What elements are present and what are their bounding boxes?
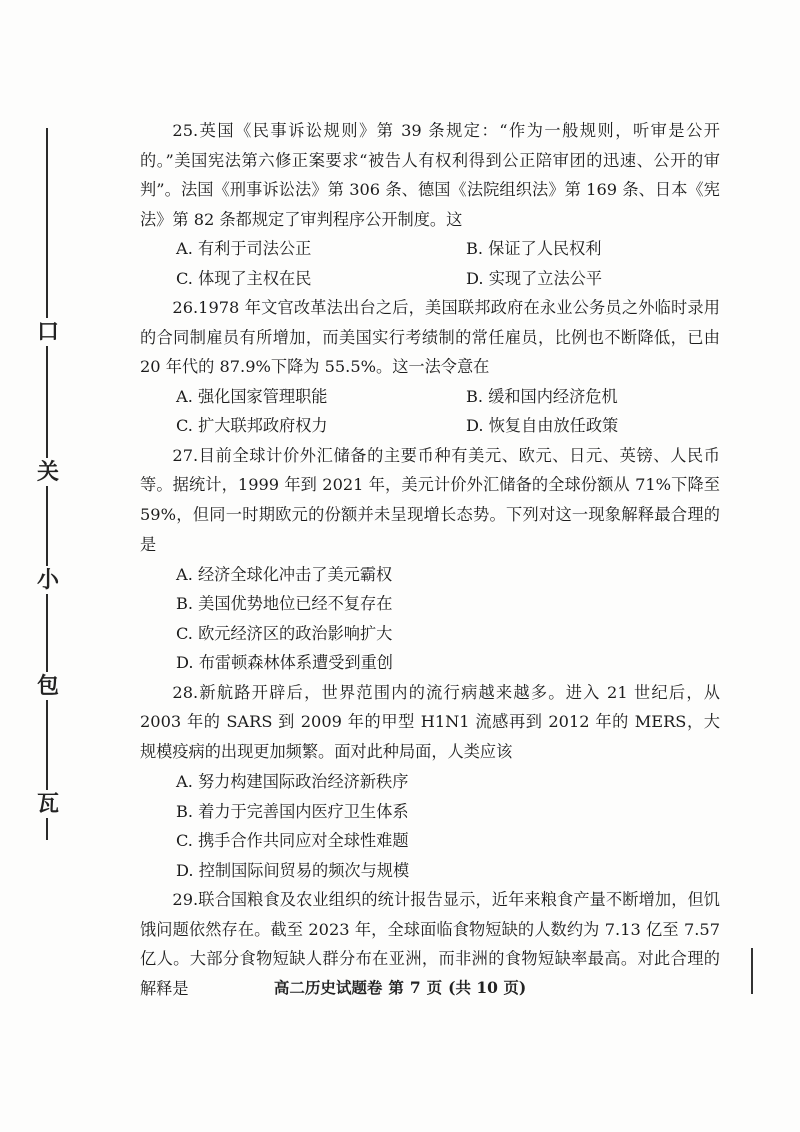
binding-char-5: 瓦: [36, 791, 59, 817]
footer-page-word: 第: [388, 978, 404, 997]
page-footer: [0, 976, 800, 998]
question-26: [140, 293, 720, 441]
question-text: 联合国粮食及农业组织的统计报告显示，近年来粮食产量不断增加，但饥饿问题依然存在。截至 2023 年，全球面临食物短缺的人数约为 7.13 亿至 7.57 亿人。大部分食物短缺人群分布在亚洲，而非洲的食物短缺率最高。对此合理的解释是: [140, 890, 720, 998]
question-text: 1978 年文官改革法出台之后，美国联邦政府在永业公务员之外临时录用的合同制雇员有所增加，而美国实行考绩制的常任雇员，比例也不断降低，已由 20 年代的 87.9%下降为 55.5%。这一法令意在: [140, 298, 720, 376]
option-row: [140, 264, 720, 294]
option-row: [140, 411, 720, 441]
question-25: [140, 116, 720, 293]
question-stem: [140, 116, 720, 234]
option-c[interactable]: C. 体现了主权在民: [176, 268, 312, 288]
option-d[interactable]: D. 实现了立法公平: [466, 268, 603, 288]
footer-total-pages: (共 10 页): [448, 978, 527, 997]
binding-char-1: 口: [36, 319, 59, 345]
option-b[interactable]: B. 美国优势地位已经不复存在: [176, 594, 393, 614]
option-c[interactable]: C. 携手合作共同应对全球性难题: [176, 831, 409, 851]
option-a[interactable]: A. 有利于司法公正: [176, 239, 312, 258]
question-number: 28.: [172, 682, 199, 702]
question-number: 26.: [172, 298, 199, 317]
question-number: 25.: [172, 121, 199, 140]
option-a[interactable]: A. 强化国家管理职能: [176, 386, 328, 406]
option-d[interactable]: D. 布雷顿森林体系遭受到重创: [176, 653, 393, 673]
question-stem: [140, 293, 720, 382]
footer-page-unit: 页: [426, 978, 443, 997]
binding-char-3: 小: [36, 567, 59, 593]
question-stem: [140, 678, 720, 767]
footer-page-number: 7: [409, 978, 421, 997]
option-c[interactable]: C. 欧元经济区的政治影响扩大: [176, 623, 393, 643]
question-text: 英国《民事诉讼规则》第 39 条规定：“作为一般规则，听审是公开的。”美国宪法第六修正案要求“被告人有权利得到公正陪审团的迅速、公开的审判”。法国《刑事诉讼法》第 306 条、德国《法院组织法》第 169 条、日本《宪法》第 82 条都规定了审判程序公开制度。这: [140, 121, 720, 229]
option-row: [140, 234, 720, 264]
option-c[interactable]: C. 扩大联邦政府权力: [176, 416, 328, 435]
option-d[interactable]: D. 恢复自由放任政策: [466, 416, 619, 435]
question-27: [140, 441, 720, 678]
option-d[interactable]: D. 控制国际间贸易的频次与规模: [176, 860, 410, 880]
option-a[interactable]: A. 经济全球化冲击了美元霸权: [176, 564, 393, 584]
option-row: [140, 382, 720, 412]
question-number: 27.: [172, 445, 199, 465]
question-stem: [140, 441, 720, 560]
question-text: 新航路开辟后，世界范围内的流行病越来越多。进入 21 世纪后，从 2003 年的 SARS 到 2009 年的甲型 H1N1 流感再到 2012 年的 MERS，大规模疫病的出现更加频繁。面对此种局面，人类应该: [140, 682, 720, 762]
binding-char-4: 包: [36, 673, 59, 699]
footer-title: 高二历史试题卷: [273, 978, 383, 997]
binding-char-2: 关: [36, 459, 59, 485]
question-text: 目前全球计价外汇储备的主要币种有美元、欧元、日元、英镑、人民币等。据统计，1999 年到 2021 年，美元计价外汇储备的全球份额从 71%下降至 59%，但同一时期欧元的份额并未呈现增长态势。下列对这一现象解释最合理的是: [140, 445, 720, 554]
option-b[interactable]: B. 保证了人民权利: [466, 239, 602, 258]
question-28: [140, 678, 720, 885]
option-a[interactable]: A. 努力构建国际政治经济新秩序: [176, 772, 409, 792]
option-b[interactable]: B. 着力于完善国内医疗卫生体系: [176, 801, 409, 821]
option-b[interactable]: B. 缓和国内经济危机: [466, 386, 618, 406]
question-content: [140, 116, 720, 1003]
question-number: 29.: [172, 890, 199, 910]
